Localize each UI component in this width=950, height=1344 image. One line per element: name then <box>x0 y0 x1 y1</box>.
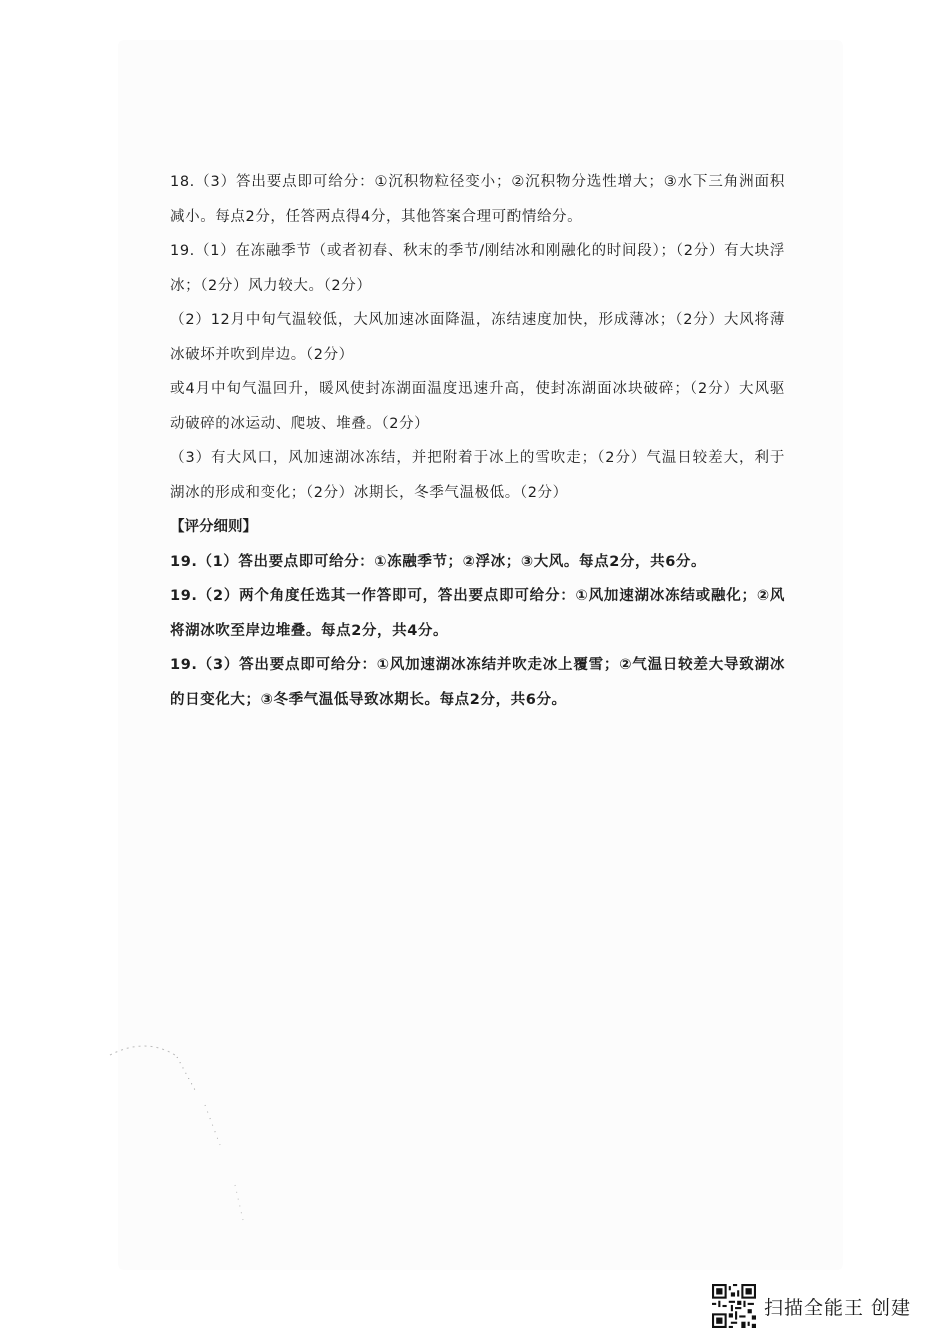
qr-code-icon <box>712 1284 756 1328</box>
answer-18-3: 18.（3）答出要点即可给分：①沉积物粒径变小；②沉积物分选性增大；③水下三角洲面积减小。每点2分，任答两点得4分，其他答案合理可酌情给分。 <box>170 174 785 225</box>
scan-artifact-marks <box>105 1035 255 1225</box>
scoring-19-2: 19.（2）两个角度任选其一作答即可，答出要点即可给分：①风加速湖冰冻结或融化；②风将湖冰吹至岸边堆叠。每点2分，共4分。 <box>170 588 785 639</box>
scoring-19-3: 19.（3）答出要点即可给分：①风加速湖冰冻结并吹走冰上覆雪；②气温日较差大导致湖冰的日变化大；③冬季气温低导致冰期长。每点2分，共6分。 <box>170 657 785 708</box>
answer-content <box>170 165 785 717</box>
scoring-heading: 【评分细则】 <box>170 519 257 535</box>
answer-19-2-b: 或4月中旬气温回升，暖风使封冻湖面温度迅速升高，使封冻湖面冰块破碎；（2分）大风驱动破碎的冰运动、爬坡、堆叠。（2分） <box>170 381 785 432</box>
answer-19-1: 19.（1）在冻融季节（或者初春、秋末的季节/刚结冰和刚融化的时间段）；（2分）有大块浮冰；（2分）风力较大。（2分） <box>170 243 785 294</box>
scanner-app-label: 扫描全能王 创建 <box>764 1296 912 1319</box>
answer-19-2-a: （2）12月中旬气温较低，大风加速冰面降温，冻结速度加快，形成薄冰；（2分）大风将薄冰破坏并吹到岸边。（2分） <box>170 312 785 363</box>
scoring-19-1: 19.（1）答出要点即可给分：①冻融季节；②浮冰；③大风。每点2分，共6分。 <box>170 553 707 570</box>
answer-19-3: （3）有大风口，风加速湖冰冻结，并把附着于冰上的雪吹走；（2分）气温日较差大，利于湖冰的形成和变化；（2分）冰期长，冬季气温极低。（2分） <box>170 450 785 501</box>
scanner-watermark <box>712 1283 937 1329</box>
